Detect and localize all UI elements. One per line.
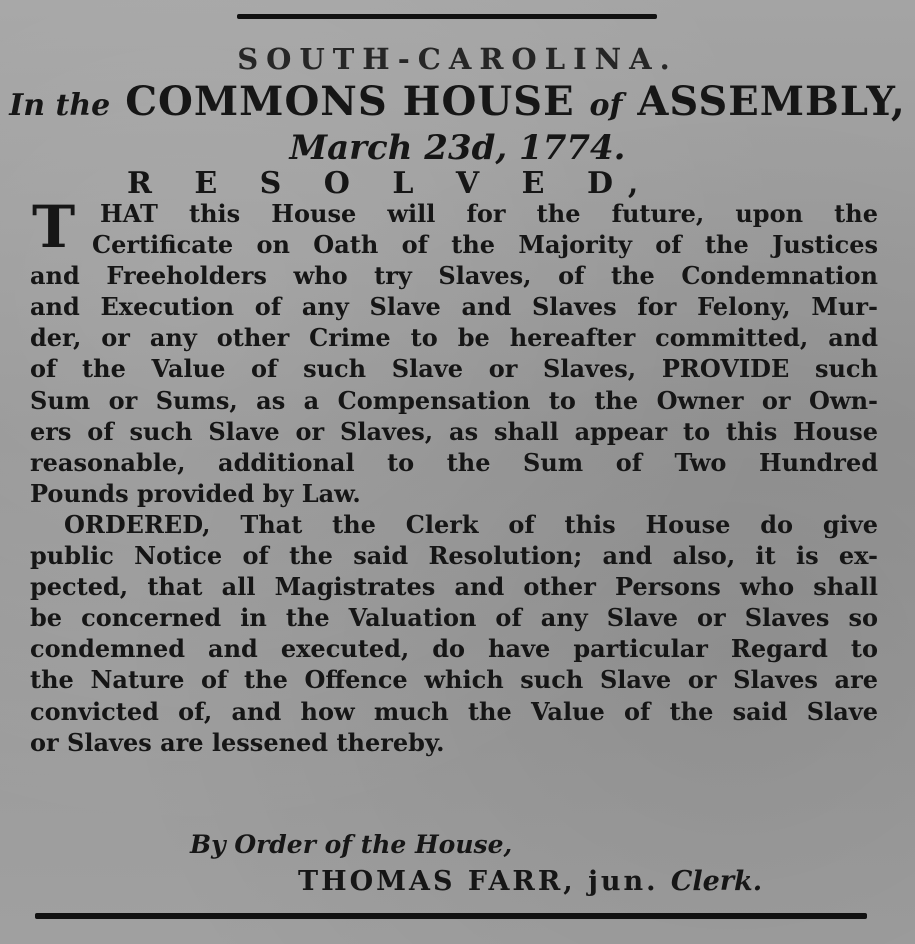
- resolution-line: der, or any other Crime to be hereafter committed, and: [30, 323, 878, 353]
- order-line: be concerned in the Valuation of any Slave or Slaves so: [30, 603, 878, 633]
- state-heading: SOUTH-CAROLINA.: [237, 42, 678, 76]
- resolution-line: Sum or Sums, as a Compensation to the Owner or Own-: [30, 385, 878, 415]
- house-suffix: ASSEMBLY,: [637, 78, 906, 125]
- drop-cap: T: [32, 193, 76, 261]
- order-line: public Notice of the said Resolution; and also, it is ex-: [30, 541, 878, 571]
- resolution-line: reasonable, additional to the Sum of Two Hundred: [30, 447, 878, 477]
- resolution-line: Pounds provided by Law.: [30, 478, 361, 508]
- by-order-line: By Order of the House,: [190, 830, 513, 859]
- resolution-line: HAT this House will for the future, upon the: [100, 199, 878, 228]
- signatory-name: THOMAS FARR, jun.: [298, 866, 659, 897]
- resolution-line: and Freeholders who try Slaves, of the Condemnation: [30, 261, 878, 291]
- order-line: ORDERED, That the Clerk of this House do give: [64, 509, 878, 539]
- resolution-line: of the Value of such Slave or Slaves, PROVIDE such: [30, 354, 878, 384]
- order-line: pected, that all Magistrates and other Persons who shall: [30, 572, 878, 602]
- bottom-rule: [35, 913, 867, 919]
- house-prefix: In the: [9, 88, 111, 123]
- signatory-line: [298, 866, 762, 897]
- assembly-heading: [0, 78, 915, 125]
- order-line: or Slaves are lessened thereby.: [30, 727, 445, 757]
- signatory-title: Clerk.: [670, 866, 763, 897]
- resolution-line: and Execution of any Slave and Slaves for Felony, Mur-: [30, 292, 878, 322]
- top-rule: [237, 14, 657, 19]
- body-text: [30, 193, 878, 758]
- date-line: March 23d, 1774.: [289, 128, 626, 168]
- order-line: the Nature of the Offence which such Slave or Slaves are: [30, 665, 878, 695]
- house-of: of: [589, 88, 623, 123]
- order-line: condemned and executed, do have particular Regard to: [30, 634, 878, 664]
- resolution-line: ers of such Slave or Slaves, as shall appear to this House: [30, 416, 878, 446]
- resolved-heading: R E S O L V E D,: [127, 166, 655, 201]
- resolution-line: Certificate on Oath of the Majority of the Justices: [92, 230, 878, 260]
- house-name: COMMONS HOUSE: [125, 78, 575, 125]
- order-line: convicted of, and how much the Value of the said Slave: [30, 696, 878, 726]
